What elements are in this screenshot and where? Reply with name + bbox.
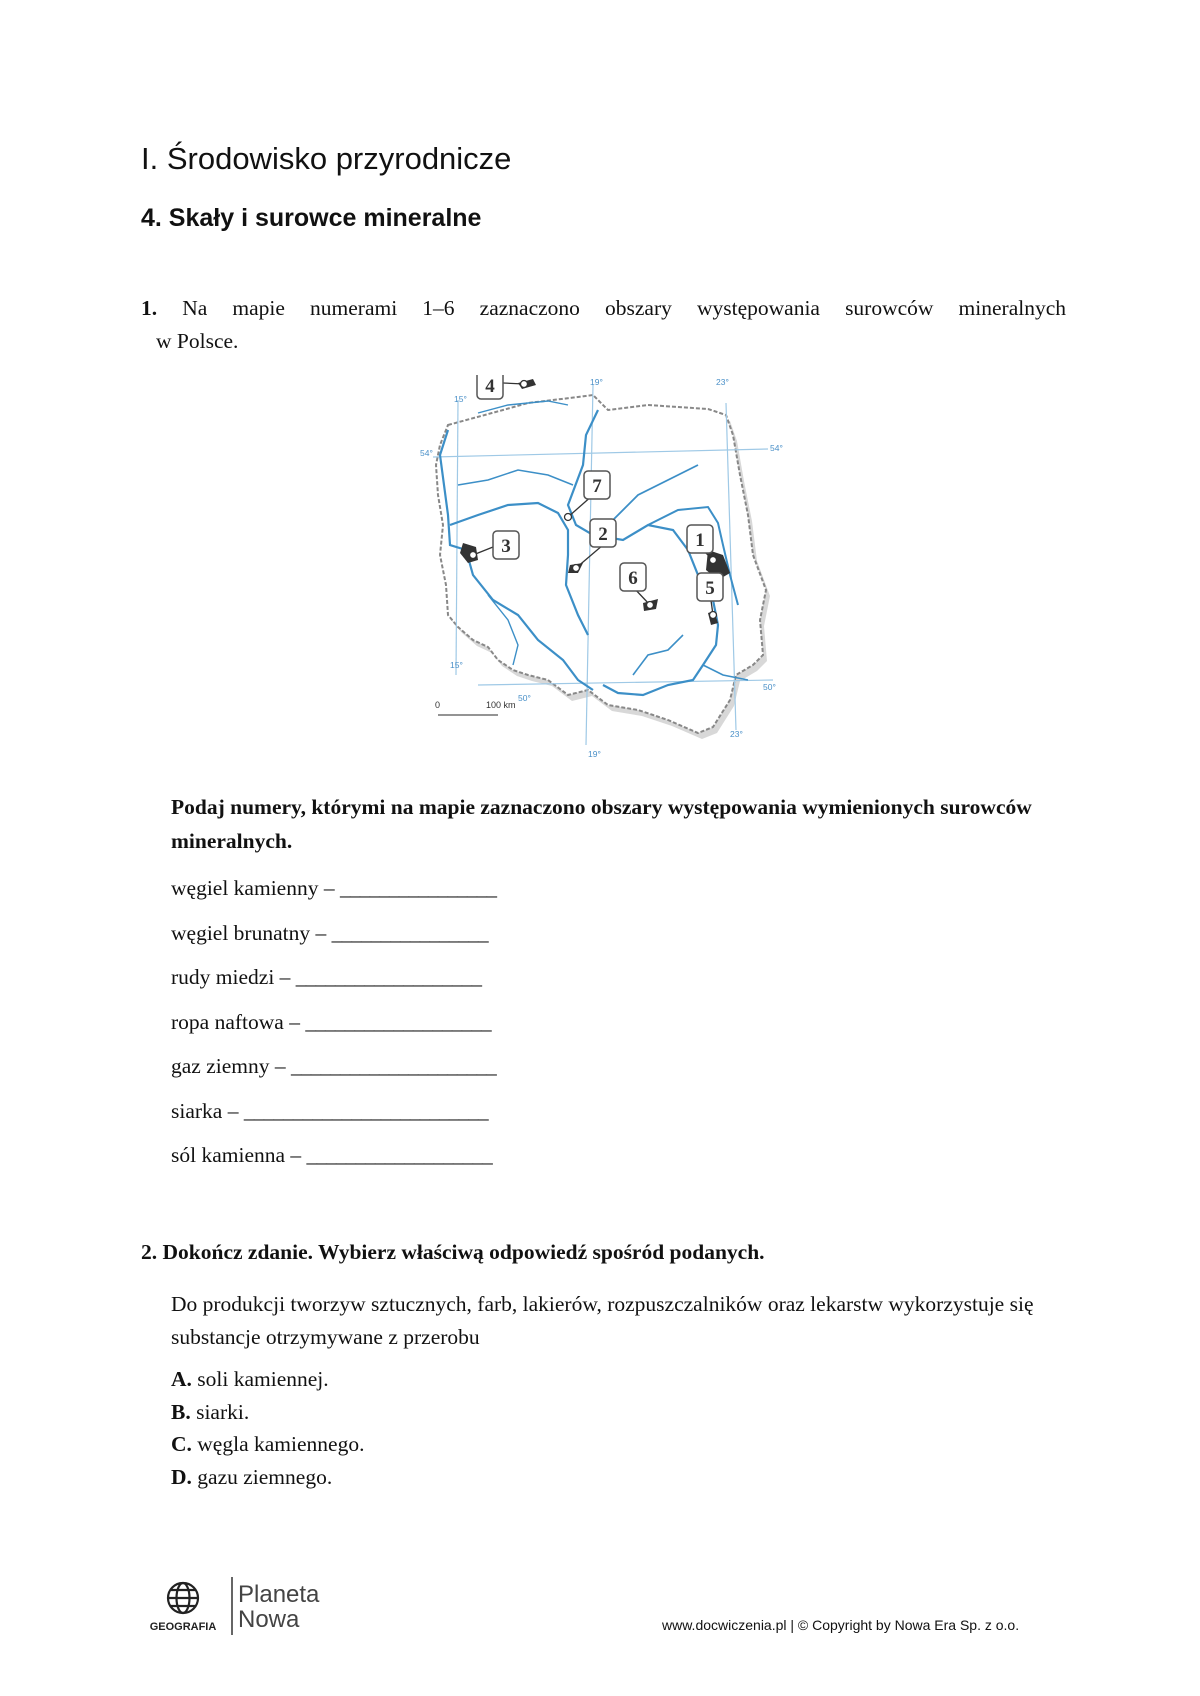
label-1: 1 bbox=[695, 530, 705, 551]
answer-item bbox=[171, 1096, 496, 1141]
meridian-label-15-bottom: 15° bbox=[450, 660, 463, 670]
answer-item bbox=[171, 1051, 496, 1096]
task2-body: Do produkcji tworzyw sztucznych, farb, lakierów, rozpuszczalników oraz lekarstw wykorzystuje się substancje otrzymywane z przerobu bbox=[171, 1292, 1034, 1349]
option-d[interactable] bbox=[171, 1461, 364, 1494]
answer-blank[interactable]: _________________________ bbox=[243, 1098, 488, 1123]
answer-item bbox=[171, 1007, 496, 1052]
answer-blank[interactable]: ________________ bbox=[339, 876, 496, 900]
task2-heading: 2. Dokończ zdanie. Wybierz właściwą odpowiedź spośród podanych. bbox=[141, 1240, 765, 1264]
scale-bar bbox=[435, 700, 516, 715]
answer-blank[interactable]: ___________________ bbox=[295, 965, 482, 989]
label-3: 3 bbox=[501, 536, 511, 557]
task1-text-line1 bbox=[141, 292, 1066, 325]
marker-1 bbox=[710, 557, 717, 564]
footer-separator: | bbox=[790, 1617, 795, 1633]
parallel-label-54-left: 54° bbox=[420, 448, 433, 458]
answer-blank[interactable]: _____________________ bbox=[291, 1054, 496, 1078]
scale-end: 100 km bbox=[486, 700, 516, 710]
footer-website[interactable]: www.docwiczenia.pl bbox=[662, 1617, 787, 1633]
scale-start: 0 bbox=[435, 700, 441, 710]
marker-6 bbox=[647, 602, 654, 609]
answer-label: rudy miedzi – bbox=[171, 965, 296, 989]
option-text: soli kamiennej. bbox=[191, 1367, 329, 1391]
answer-item bbox=[171, 918, 496, 963]
marker-3 bbox=[470, 552, 477, 559]
option-letter: D. bbox=[171, 1464, 192, 1489]
option-letter: C. bbox=[171, 1432, 192, 1456]
option-letter: B. bbox=[171, 1399, 191, 1424]
task1-instruction: Podaj numery, którymi na mapie zaznaczono obszary występowania wymienionych surowców mineralnych. bbox=[171, 795, 1032, 853]
option-letter: A. bbox=[171, 1367, 192, 1391]
publisher-logo bbox=[143, 1577, 343, 1637]
meridian-label-23-top: 23° bbox=[716, 377, 729, 387]
answer-label: ropa naftowa – bbox=[171, 1009, 306, 1034]
answer-blank[interactable]: ___________________ bbox=[306, 1143, 492, 1167]
option-b[interactable] bbox=[171, 1396, 364, 1429]
option-text: węgla kamiennego. bbox=[191, 1432, 365, 1456]
marker-2 bbox=[573, 565, 580, 572]
task1-text-line2: w Polsce. bbox=[156, 329, 239, 353]
label-7: 7 bbox=[592, 476, 602, 497]
option-text: gazu ziemnego. bbox=[191, 1464, 333, 1489]
parallel-label-50-left: 50° bbox=[518, 693, 531, 703]
parallel-label-54-right: 54° bbox=[770, 443, 783, 453]
logo-subject: GEOGRAFIA bbox=[149, 1621, 217, 1633]
answer-item bbox=[171, 962, 496, 1007]
footer-copyright-line bbox=[662, 1617, 1019, 1633]
logo-line1: Planeta bbox=[238, 1581, 320, 1608]
label-2: 2 bbox=[598, 524, 608, 545]
meridian-label-19-bottom: 19° bbox=[588, 749, 601, 759]
meridian-label-15-top: 15° bbox=[454, 394, 467, 404]
answer-item bbox=[171, 1140, 496, 1185]
chapter-title: I. Środowisko przyrodnicze bbox=[141, 141, 512, 176]
task2-options bbox=[171, 1363, 364, 1493]
poland-minerals-map bbox=[418, 375, 818, 760]
label-6: 6 bbox=[628, 568, 638, 589]
globe-icon bbox=[168, 1583, 198, 1613]
label-5: 5 bbox=[705, 578, 715, 599]
marker-7 bbox=[565, 514, 572, 521]
footer-copyright: © Copyright by Nowa Era Sp. z o.o. bbox=[797, 1617, 1020, 1633]
meridian-label-19-top: 19° bbox=[590, 377, 603, 387]
answer-label: siarka – bbox=[171, 1098, 244, 1123]
marker-5 bbox=[710, 612, 717, 619]
answer-list bbox=[171, 873, 496, 1185]
parallel-label-50-right: 50° bbox=[763, 682, 776, 692]
answer-blank[interactable]: ________________ bbox=[331, 920, 488, 945]
answer-label: węgiel brunatny – bbox=[171, 920, 332, 945]
label-4: 4 bbox=[485, 376, 495, 397]
marker-4 bbox=[521, 381, 528, 388]
answer-blank[interactable]: ___________________ bbox=[305, 1009, 491, 1034]
logo-line2: Nowa bbox=[238, 1606, 300, 1633]
answer-label: węgiel kamienny – bbox=[171, 876, 340, 900]
option-c[interactable] bbox=[171, 1428, 364, 1461]
answer-label: gaz ziemny – bbox=[171, 1054, 291, 1078]
option-a[interactable] bbox=[171, 1363, 364, 1396]
task1-number: 1. bbox=[141, 296, 158, 320]
option-text: siarki. bbox=[190, 1399, 250, 1424]
meridian-label-23-bottom: 23° bbox=[730, 729, 743, 739]
lesson-title: 4. Skały i surowce mineralne bbox=[141, 204, 482, 232]
task1-text: Na mapie numerami 1–6 zaznaczono obszary występowania surowców mineralnych bbox=[182, 296, 1067, 320]
answer-label: sól kamienna – bbox=[171, 1143, 307, 1167]
answer-item bbox=[171, 873, 496, 918]
